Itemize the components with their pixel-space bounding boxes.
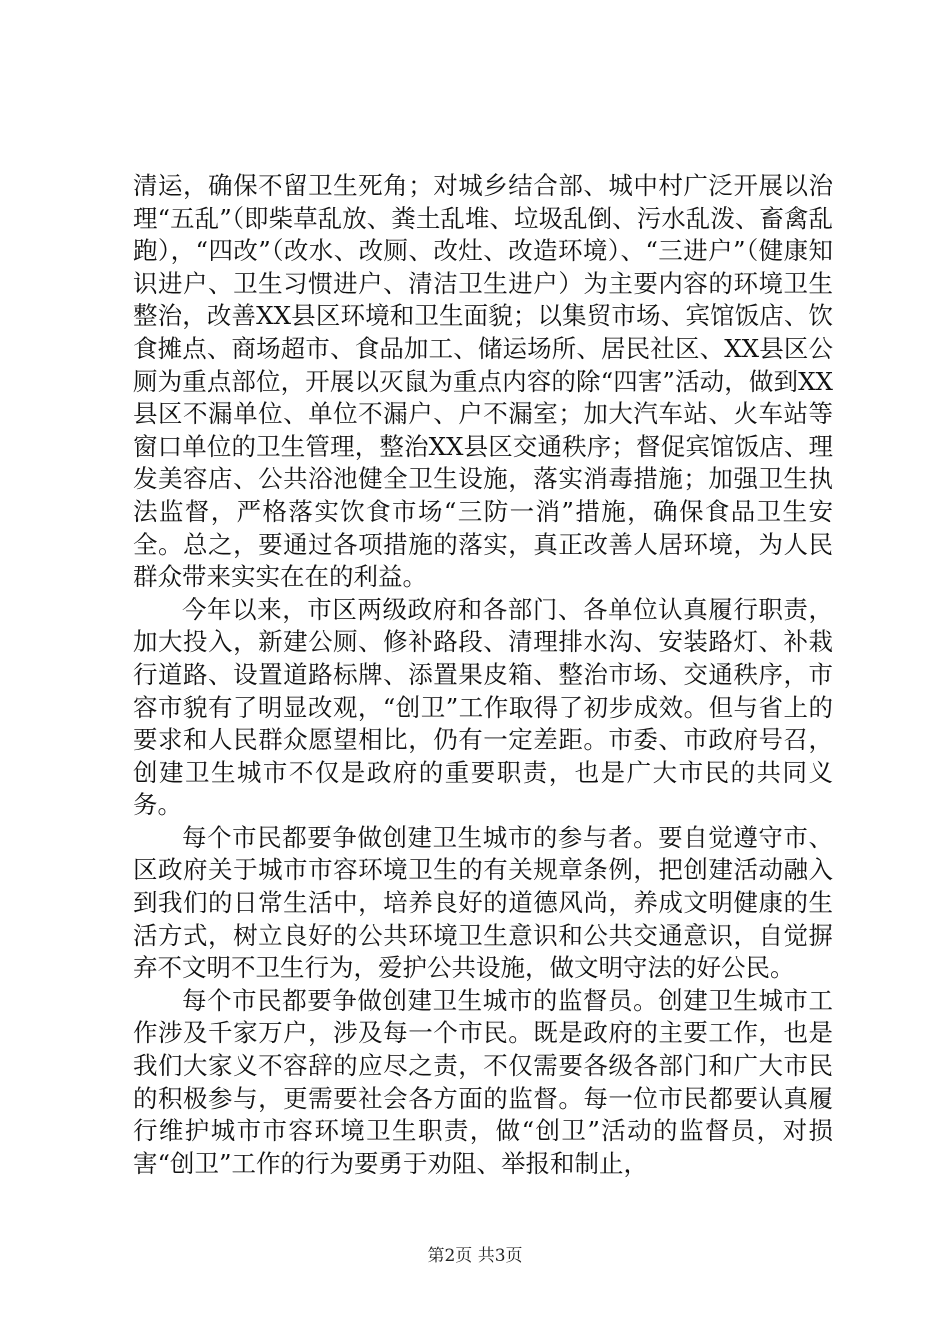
page-number-footer: 第2页 共3页 [427, 1246, 523, 1266]
paragraph-participant: 每个市民都要争做创建卫生城市的参与者。要自觉遵守市、区政府关于城市市容环境卫生的有关规章条例，把创建活动融入到我们的日常生活中，培养良好的道德风尚，养成文明健康的生活方式，树立良好的公共环境卫生意识和公共交通意识，自觉摒弃不文明不卫生行为，爱护公共设施，做文明守法的好公民。 [133, 822, 833, 983]
paragraph-supervisor: 每个市民都要争做创建卫生城市的监督员。创建卫生城市工作涉及千家万户，涉及每一个市民。既是政府的主要工作，也是我们大家义不容辞的应尽之责，不仅需要各级各部门和广大市民的积极参与，更需要社会各方面的监督。每一位市民都要认真履行维护城市市容环境卫生职责，做“创卫”活动的监督员，对损害“创卫”工作的行为要勇于劝阻、举报和制止， [133, 985, 833, 1178]
paragraph-continuation: 清运，确保不留卫生死角；对城乡结合部、城中村广泛开展以治理“五乱”（即柴草乱放、粪土乱堆、垃圾乱倒、污水乱泼、畜禽乱跑），“四改”（改水、改厕、改灶、改造环境）、“三进户”（健康知识进户、卫生习惯进户、清洁卫生进户）为主要内容的环境卫生整治，改善XX县区环境和卫生面貌；以集贸市场、宾馆饭店、饮食摊点、商场超市、食品加工、储运场所、居民社区、XX县区公厕为重点部位，开展以灭鼠为重点内容的除“四害”活动，做到XX县区不漏单位、单位不漏户、户不漏室；加大汽车站、火车站等窗口单位的卫生管理，整治XX县区交通秩序；督促宾馆饭店、理发美容店、公共浴池健全卫生设施，落实消毒措施；加强卫生执法监督，严格落实饮食市场“三防一消”措施，确保食品卫生安全。总之，要通过各项措施的落实，真正改善人居环境，为人民群众带来实实在在的利益。 [133, 171, 833, 592]
body-text [133, 170, 833, 1180]
paragraph-progress: 今年以来，市区两级政府和各部门、各单位认真履行职责，加大投入，新建公厕、修补路段、清理排水沟、安装路灯、补栽行道路、设置道路标牌、添置果皮箱、整治市场、交通秩序，市容市貌有了明显改观，“创卫”工作取得了初步成效。但与省上的要求和人民群众愿望相比，仍有一定差距。市委、市政府号召，创建卫生城市不仅是政府的重要职责，也是广大市民的共同义务。 [133, 594, 833, 820]
